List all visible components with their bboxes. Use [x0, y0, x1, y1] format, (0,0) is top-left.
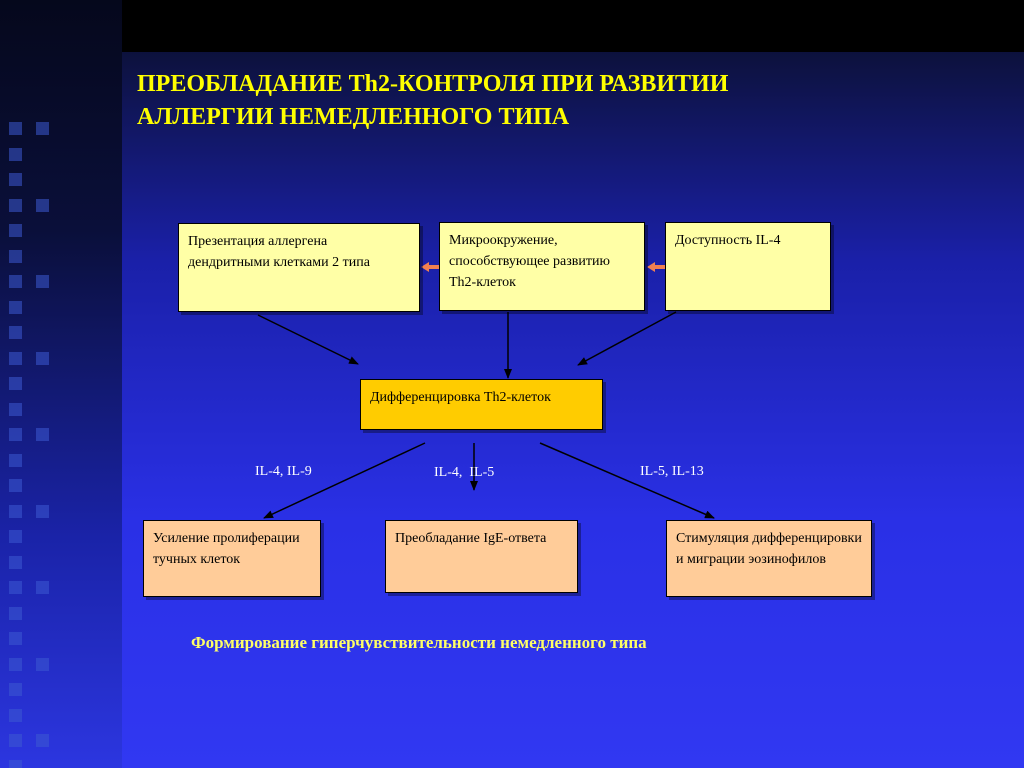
- title-line-2: АЛЛЕРГИИ НЕМЕДЛЕННОГО ТИПА: [137, 104, 570, 130]
- box-eosinophil-stimulation: [666, 520, 872, 597]
- box-il4-availability: [665, 222, 831, 311]
- arrow-presentation-to-differentiation: [258, 315, 358, 364]
- slide-footer: Формирование гиперчувствительности немедленного типа: [191, 633, 647, 652]
- box-ige-response: [385, 520, 578, 593]
- small-arrow-1: [421, 262, 439, 272]
- box-mast-cell-proliferation: [143, 520, 321, 597]
- box-mast-cell-proliferation-text: Усиление пролиферации тучных клеток: [153, 531, 300, 567]
- box-ige-response-text: Преобладание IgE-ответа: [395, 531, 547, 546]
- box-microenvironment: [439, 222, 645, 311]
- box-il4-availability-text: Доступность IL-4: [675, 233, 781, 248]
- cytokine-label-center: IL-4, IL-5: [434, 465, 495, 480]
- arrow-il4-to-differentiation: [578, 312, 676, 365]
- small-arrow-2: [647, 262, 665, 272]
- box-th2-differentiation-text: Дифференцировка Th2-клеток: [370, 390, 551, 405]
- box-th2-differentiation: [360, 379, 603, 430]
- cytokine-label-right: IL-5, IL-13: [640, 464, 704, 479]
- box-eosinophil-stimulation-text: Стимуляция дифференцировки и миграции эозинофилов: [676, 531, 862, 567]
- title-line-1: ПРЕОБЛАДАНИЕ Th2-КОНТРОЛЯ ПРИ РАЗВИТИИ: [137, 71, 729, 97]
- box-microenvironment-text: Микроокружение, способствующее развитию Th2-клеток: [449, 233, 610, 290]
- box-allergen-presentation: [178, 223, 420, 312]
- box-allergen-presentation-text: Презентация аллергена дендритными клетками 2 типа: [188, 234, 370, 270]
- cytokine-label-left: IL-4, IL-9: [255, 464, 312, 479]
